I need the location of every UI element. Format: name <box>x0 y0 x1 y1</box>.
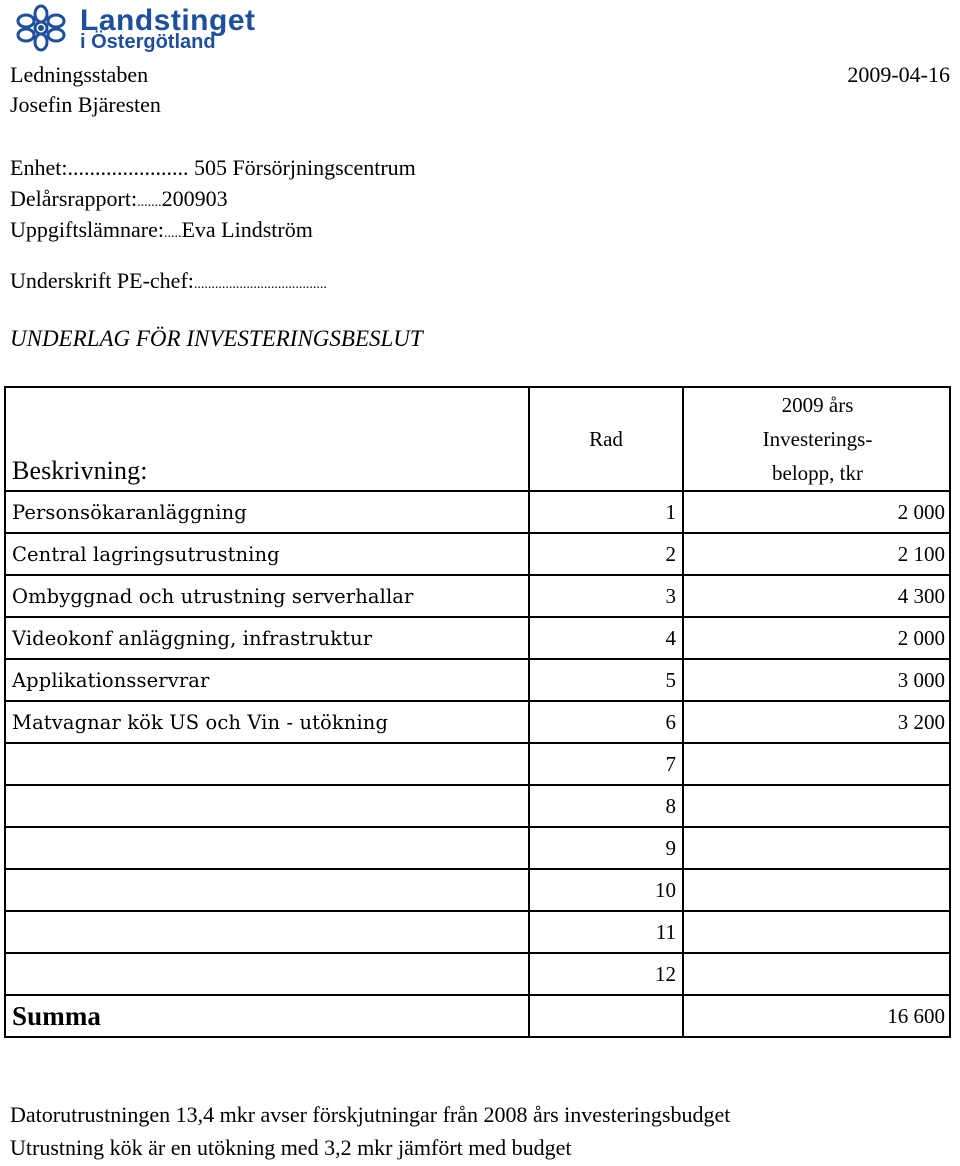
field-dots: ...................... <box>67 155 189 180</box>
table-row <box>5 827 950 869</box>
row-description: Videokonf anläggning, infrastruktur <box>5 617 529 659</box>
field-value: Eva Lindström <box>181 217 313 242</box>
header-row-number: Rad <box>529 387 683 491</box>
page-title: UNDERLAG FÖR INVESTERINGSBESLUT <box>10 326 423 351</box>
report-date: 2009-04-16 <box>847 62 950 87</box>
header-amount-line1: 2009 års <box>781 393 854 417</box>
note-1: Datorutrustningen 13,4 mkr avser förskjutningar från 2008 års investeringsbudget <box>10 1102 731 1127</box>
note-2: Utrustning kök är en utökning med 3,2 mkr jämfört med budget <box>10 1135 572 1160</box>
table-row <box>5 869 950 911</box>
logo <box>8 4 283 54</box>
row-amount <box>683 827 950 869</box>
field-value: 200903 <box>161 186 228 211</box>
row-amount <box>683 911 950 953</box>
field-value: 505 Försörjningscentrum <box>193 155 416 180</box>
logo-name: Landstinget <box>80 4 256 37</box>
row-number: 5 <box>529 659 683 701</box>
signature-label: Underskrift PE-chef: <box>10 268 194 293</box>
field-enhet <box>10 154 416 182</box>
row-number: 11 <box>529 911 683 953</box>
row-number: 10 <box>529 869 683 911</box>
row-amount <box>683 869 950 911</box>
table-row <box>5 575 950 617</box>
row-description: Personsökaranläggning <box>5 491 529 533</box>
header-description: Beskrivning: <box>5 387 529 491</box>
table-row <box>5 701 950 743</box>
table-row <box>5 533 950 575</box>
table-row <box>5 785 950 827</box>
row-description: Matvagnar kök US och Vin - utökning <box>5 701 529 743</box>
header-amount-line3: belopp, tkr <box>772 461 863 485</box>
sum-value: 16 600 <box>683 995 950 1037</box>
row-amount: 2 000 <box>683 491 950 533</box>
signature-line <box>10 267 327 299</box>
row-amount: 3 000 <box>683 659 950 701</box>
row-number: 1 <box>529 491 683 533</box>
row-amount <box>683 785 950 827</box>
sum-label: Summa <box>5 995 529 1037</box>
row-number: 8 <box>529 785 683 827</box>
logo-subname: i Östergötland <box>80 31 216 53</box>
field-label: Uppgiftslämnare: <box>10 217 164 242</box>
field-label: Delårsrapport: <box>10 186 138 211</box>
row-number: 6 <box>529 701 683 743</box>
field-delarsrapport <box>10 185 228 217</box>
row-amount: 2 100 <box>683 533 950 575</box>
row-amount: 2 000 <box>683 617 950 659</box>
table-header-row <box>5 387 950 491</box>
table-row <box>5 953 950 995</box>
table-row <box>5 743 950 785</box>
row-number: 2 <box>529 533 683 575</box>
person-name: Josefin Bjäresten <box>10 92 161 117</box>
row-number: 3 <box>529 575 683 617</box>
row-amount <box>683 953 950 995</box>
row-description: Central lagringsutrustning <box>5 533 529 575</box>
row-amount <box>683 743 950 785</box>
field-label: Enhet: <box>10 155 68 180</box>
table-row <box>5 911 950 953</box>
row-amount: 4 300 <box>683 575 950 617</box>
row-description <box>5 743 529 785</box>
field-dots: ....... <box>137 195 162 210</box>
header-amount-line2: Investerings- <box>762 427 873 451</box>
row-number: 7 <box>529 743 683 785</box>
sum-row-number <box>529 995 683 1037</box>
field-dots: ..... <box>163 226 182 241</box>
row-description: Applikationsservrar <box>5 659 529 701</box>
landstinget-emblem-icon <box>8 4 74 52</box>
row-description <box>5 827 529 869</box>
row-amount: 3 200 <box>683 701 950 743</box>
signature-dots: ...................................... <box>193 277 327 292</box>
table-row <box>5 617 950 659</box>
table-sum-row <box>5 995 950 1037</box>
department: Ledningsstaben <box>10 62 149 87</box>
row-description <box>5 785 529 827</box>
table-row <box>5 491 950 533</box>
header-amount <box>683 387 950 491</box>
row-number: 4 <box>529 617 683 659</box>
row-description <box>5 911 529 953</box>
field-uppgiftslamnare <box>10 216 313 248</box>
row-number: 12 <box>529 953 683 995</box>
row-description: Ombyggnad och utrustning serverhallar <box>5 575 529 617</box>
investment-table <box>4 386 951 1038</box>
row-description <box>5 953 529 995</box>
table-row <box>5 659 950 701</box>
row-description <box>5 869 529 911</box>
row-number: 9 <box>529 827 683 869</box>
